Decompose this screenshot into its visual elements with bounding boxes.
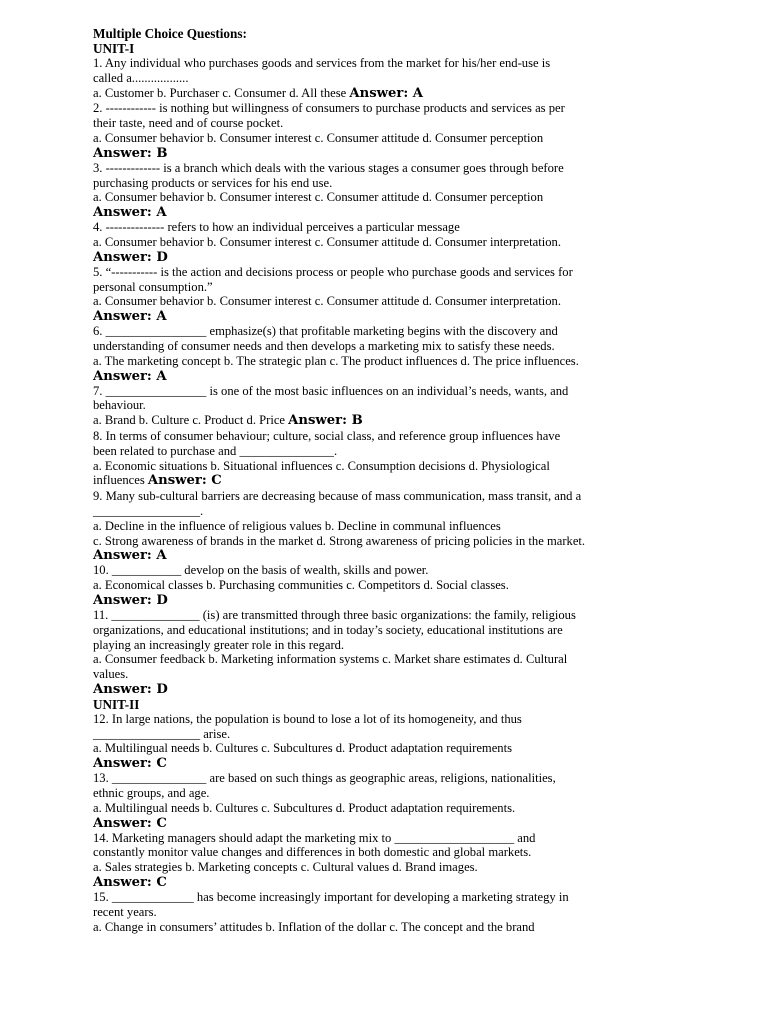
- question-8-line-2: been related to purchase and _______________.: [93, 443, 338, 458]
- question-12-line-2: _________________ arise.: [93, 726, 231, 741]
- question-11-line-1: 11. ______________ (is) are transmitted through three basic organizations: the family, religious: [93, 607, 576, 622]
- question-2-line-2: their taste, need and of course pocket.: [93, 116, 284, 131]
- question-5-answer: Answer: A: [93, 309, 167, 325]
- options-text: a. Brand b. Culture c. Product d. Price: [93, 413, 289, 428]
- question-3-line-2: purchasing products or services for his end use.: [93, 175, 333, 190]
- question-7-line-2: behaviour.: [93, 398, 146, 413]
- question-9-line-2: _________________.: [93, 503, 204, 518]
- question-6-answer: Answer: A: [93, 368, 167, 384]
- question-5-line-2: personal consumption.”: [93, 279, 213, 294]
- question-3-line-1: 3. ------------- is a branch which deals with the various stages a consumer goes through before: [93, 160, 564, 175]
- question-4-answer: Answer: D: [93, 249, 168, 265]
- options-text: a. Customer b. Purchaser c. Consumer d. All these: [93, 85, 350, 100]
- question-1-line-2: called a..................: [93, 70, 189, 85]
- question-7-line-1: 7. ________________ is one of the most basic influences on an individual’s needs, wants, and: [93, 383, 569, 398]
- question-7-options: [93, 413, 733, 429]
- question-10-line-1: 10. ___________ develop on the basis of wealth, skills and power.: [93, 563, 429, 578]
- question-8-options: a. Economic situations b. Situational influences c. Consumption decisions d. Physiological: [93, 458, 550, 473]
- question-15-line-1: 15. _____________ has become increasingly important for developing a marketing strategy in: [93, 890, 569, 905]
- question-14-line-1: 14. Marketing managers should adapt the marketing mix to ___________________ and: [93, 830, 536, 845]
- question-13-answer: Answer: C: [93, 815, 167, 831]
- question-15-options: a. Change in consumers’ attitudes b. Inflation of the dollar c. The concept and the brand: [93, 919, 535, 934]
- question-14-line-2: constantly monitor value changes and differences in both domestic and global markets.: [93, 845, 532, 860]
- question-8-options-cont: [93, 473, 733, 489]
- question-2-options: a. Consumer behavior b. Consumer interest c. Consumer attitude d. Consumer perception: [93, 130, 544, 145]
- mcq-document: [93, 26, 733, 934]
- question-10-options: a. Economical classes b. Purchasing communities c. Competitors d. Social classes.: [93, 578, 509, 593]
- question-3-options: a. Consumer behavior b. Consumer interest c. Consumer attitude d. Consumer perception: [93, 190, 544, 205]
- question-13-options: a. Multilingual needs b. Cultures c. Subcultures d. Product adaptation requirements.: [93, 800, 516, 815]
- page-title: Multiple Choice Questions:: [93, 26, 247, 41]
- question-2-line-1: 2. ------------ is nothing but willingness of consumers to purchase products and services as per: [93, 101, 565, 116]
- answer-label: Answer: B: [288, 413, 363, 429]
- options-text: influences: [93, 473, 148, 488]
- question-6-options: a. The marketing concept b. The strategic plan c. The product influences d. The price influences.: [93, 353, 579, 368]
- question-9-options-2: c. Strong awareness of brands in the market d. Strong awareness of pricing policies in the market.: [93, 533, 586, 548]
- question-14-options: a. Sales strategies b. Marketing concepts c. Cultural values d. Brand images.: [93, 860, 478, 875]
- question-5-options: a. Consumer behavior b. Consumer interest c. Consumer attitude d. Consumer interpretation.: [93, 294, 561, 309]
- question-13-line-2: ethnic groups, and age.: [93, 786, 210, 801]
- unit-heading-2: UNIT-II: [93, 696, 140, 712]
- question-11-line-3: playing an increasingly greater role in this regard.: [93, 637, 345, 652]
- question-6-line-1: 6. ________________ emphasize(s) that profitable marketing begins with the discovery and: [93, 324, 558, 339]
- question-12-line-1: 12. In large nations, the population is bound to lose a lot of its homogeneity, and thus: [93, 711, 522, 726]
- question-14-answer: Answer: C: [93, 875, 167, 891]
- question-9-options-1: a. Decline in the influence of religious values b. Decline in communal influences: [93, 518, 501, 533]
- question-1-options: [93, 86, 733, 102]
- question-4-line-1: 4. -------------- refers to how an individual perceives a particular message: [93, 220, 460, 235]
- question-11-answer: Answer: D: [93, 681, 168, 697]
- unit-heading-1: UNIT-I: [93, 41, 135, 56]
- question-1-line-1: 1. Any individual who purchases goods and services from the market for his/her end-use is: [93, 56, 551, 70]
- question-8-line-1: 8. In terms of consumer behaviour; culture, social class, and reference group influences have: [93, 428, 561, 443]
- question-12-answer: Answer: C: [93, 756, 167, 772]
- question-9-answer: Answer: A: [93, 548, 167, 564]
- question-4-options: a. Consumer behavior b. Consumer interest c. Consumer attitude d. Consumer interpretation.: [93, 234, 561, 249]
- question-11-options: a. Consumer feedback b. Marketing information systems c. Market share estimates d. Cultural: [93, 652, 568, 667]
- question-2-answer: Answer: B: [93, 145, 168, 161]
- question-12-options: a. Multilingual needs b. Cultures c. Subcultures d. Product adaptation requirements: [93, 741, 513, 756]
- question-11-options-cont: values.: [93, 667, 129, 682]
- question-10-answer: Answer: D: [93, 592, 168, 608]
- answer-label: Answer: C: [147, 473, 222, 489]
- question-15-line-2: recent years.: [93, 904, 157, 919]
- question-6-line-2: understanding of consumer needs and then develops a marketing mix to satisfy these needs.: [93, 338, 555, 353]
- question-13-line-1: 13. _______________ are based on such things as geographic areas, religions, nationalities,: [93, 771, 556, 786]
- question-5-line-1: 5. “----------- is the action and decisions process or people who purchase goods and services for: [93, 264, 573, 279]
- question-11-line-2: organizations, and educational institutions; and in today’s society, educational institutions are: [93, 622, 563, 637]
- answer-label: Answer: A: [349, 85, 424, 101]
- question-3-answer: Answer: A: [93, 205, 167, 221]
- question-9-line-1: 9. Many sub-cultural barriers are decreasing because of mass communication, mass transit, and a: [93, 489, 582, 504]
